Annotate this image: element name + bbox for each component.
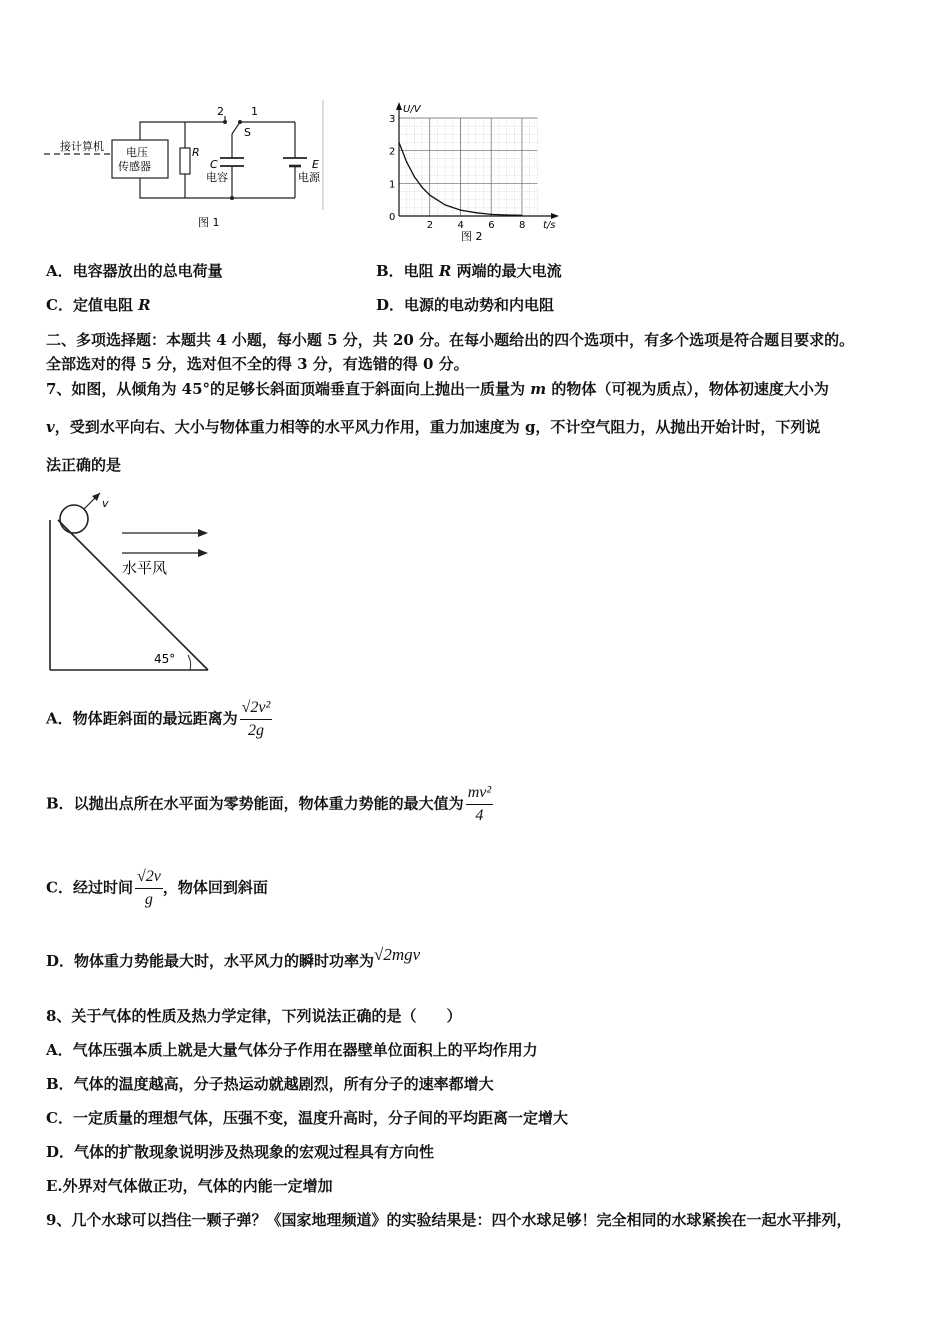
section2-line2: 全部选对的得 5 分，选对但不全的得 3 分，有选错的得 0 分。: [46, 355, 469, 373]
y-tick-label: 2: [389, 146, 396, 158]
q7-option-a-num: √2v²: [240, 697, 273, 720]
q8-option-d[interactable]: D．气体的扩散现象说明涉及热现象的宏观过程具有方向性: [46, 1143, 435, 1161]
q6-option-b-post: 两端的最大电流: [451, 262, 562, 280]
q7-line2-post: ，受到水平向右、大小与物体重力相等的水平风力作用，重力加速度为 g，不计空气阻力，从抛出开始计时，下列说: [54, 418, 821, 436]
q7-option-c-fraction: [135, 866, 163, 911]
q7-option-c-text: C．经过时间: [46, 878, 133, 897]
x-axis-label: t/s: [543, 220, 556, 231]
q6-option-d[interactable]: D．电源的电动势和内电阻: [376, 296, 555, 314]
angle-arc: [188, 655, 191, 670]
switch-label: S: [244, 126, 251, 139]
figure-2-caption: 图 2: [461, 230, 483, 243]
source-symbol: E: [312, 158, 319, 171]
q7-option-c-post: ，物体回到斜面: [162, 878, 268, 897]
q7-option-d[interactable]: [46, 945, 421, 972]
q8-option-b[interactable]: B．气体的温度越高，分子热运动就越剧烈，所有分子的速率都增大: [46, 1075, 494, 1093]
source-name: 电源: [298, 171, 320, 184]
data-point: [398, 142, 399, 143]
data-point: [414, 176, 415, 177]
q8-option-e[interactable]: E.外界对气体做正功，气体的内能一定增加: [46, 1177, 333, 1195]
q6-option-b-var: R: [438, 262, 452, 280]
figure-1-caption: 图 1: [198, 216, 220, 229]
figure-1: [40, 100, 340, 235]
q8-option-a[interactable]: A．气体压强本质上就是大量气体分子作用在器壁单位面积上的平均作用力: [46, 1041, 538, 1059]
data-point: [521, 215, 522, 216]
x-tick-label: 8: [518, 220, 526, 231]
q7-option-c[interactable]: [46, 866, 268, 911]
projectile-ball: [60, 505, 88, 533]
terminal-1: 1: [251, 105, 258, 118]
data-point: [429, 194, 430, 195]
q7-line1-post: 的物体（可视为质点），物体初速度大小为: [546, 380, 829, 398]
section2-line1: 二、多项选择题：本题共 4 小题，每小题 5 分，共 20 分。在每小题给出的四个选项中，有多个选项是符合题目要求的。: [46, 331, 855, 349]
cap-name: 电容: [206, 171, 228, 184]
data-point: [491, 214, 492, 215]
q7-line1-var: m: [530, 380, 547, 398]
data-point: [460, 210, 461, 211]
q7-option-b-fraction: [466, 782, 493, 827]
x-tick-label: 2: [426, 220, 434, 231]
velocity-label: v: [102, 497, 109, 510]
incline-slope: [58, 520, 208, 670]
data-point: [445, 204, 446, 205]
q7-option-d-text: D．物体重力势能最大时，水平风力的瞬时功率为: [46, 952, 375, 970]
q7-option-a-den: 2g: [247, 722, 264, 739]
sensor-line1: 电压: [126, 146, 148, 159]
resistor-label: R: [192, 146, 200, 159]
q7-option-b-text: B．以抛出点所在水平面为零势能面，物体重力势能的最大值为: [46, 794, 464, 813]
x-tick-label: 6: [488, 220, 495, 231]
q6-option-c-var: R: [138, 296, 151, 314]
q7-line1-pre: 7、如图，从倾角为 45°的足够长斜面顶端垂直于斜面向上抛出一质量为: [46, 380, 531, 398]
incline-figure: [40, 485, 220, 680]
q7-stem-line3: 法正确的是: [46, 456, 122, 474]
q7-option-a-text: A．物体距斜面的最远距离为: [46, 709, 238, 728]
q8-stem: 8、关于气体的性质及热力学定律，下列说法正确的是（ ）: [46, 1007, 462, 1025]
data-point: [506, 214, 507, 215]
data-point: [421, 187, 422, 188]
q7-option-b[interactable]: [46, 782, 493, 827]
q7-option-a-fraction: [240, 697, 273, 742]
sensor-line2: 传感器: [118, 160, 151, 173]
switch-S: [232, 122, 240, 134]
voltage-time-chart: [375, 98, 565, 248]
circuit-diagram: [40, 100, 340, 235]
q7-stem-line1: [46, 379, 829, 399]
y-axis-label: U/V: [403, 104, 421, 115]
x-axis-arrow: [551, 213, 559, 219]
q6-option-c-pre: C．定值电阻: [46, 296, 139, 314]
resistor-R: [180, 148, 190, 174]
q7-option-c-den: g: [144, 891, 153, 908]
q6-option-c[interactable]: [46, 295, 151, 315]
x-tick-label: 4: [457, 220, 464, 231]
computer-label: 接计算机: [60, 140, 104, 153]
figure-2: [375, 98, 565, 248]
q6-option-a[interactable]: A．电容器放出的总电荷量: [46, 262, 223, 280]
terminal-2: 2: [217, 105, 224, 118]
q7-option-d-expr: √2mgv: [374, 945, 421, 964]
y-tick-label: 3: [389, 114, 396, 125]
q7-option-b-num: mv²: [466, 782, 493, 805]
y-tick-label: 0: [389, 212, 396, 223]
q7-option-a[interactable]: [46, 697, 272, 742]
data-point: [406, 162, 407, 163]
q7-stem-line2: [46, 417, 820, 437]
q9-stem: 9、几个水球可以挡住一颗子弹？《国家地理频道》的实验结果是：四个水球足够！完全相同的水球紧挨在一起水平排列，: [46, 1211, 852, 1229]
data-point: [475, 212, 476, 213]
cap-symbol: C: [210, 158, 218, 171]
q7-option-c-num: √2v: [135, 866, 163, 889]
q6-option-b-pre: B．电阻: [376, 262, 439, 280]
wind-label: 水平风: [122, 559, 168, 577]
y-tick-label: 1: [389, 179, 396, 191]
q8-option-c[interactable]: C．一定质量的理想气体，压强不变，温度升高时，分子间的平均距离一定增大: [46, 1109, 568, 1127]
y-axis-arrow: [396, 102, 402, 110]
angle-label: 45°: [154, 652, 176, 666]
q6-option-b[interactable]: [376, 261, 562, 281]
q7-option-b-den: 4: [475, 807, 484, 824]
q7-line2-var: v: [46, 418, 55, 436]
